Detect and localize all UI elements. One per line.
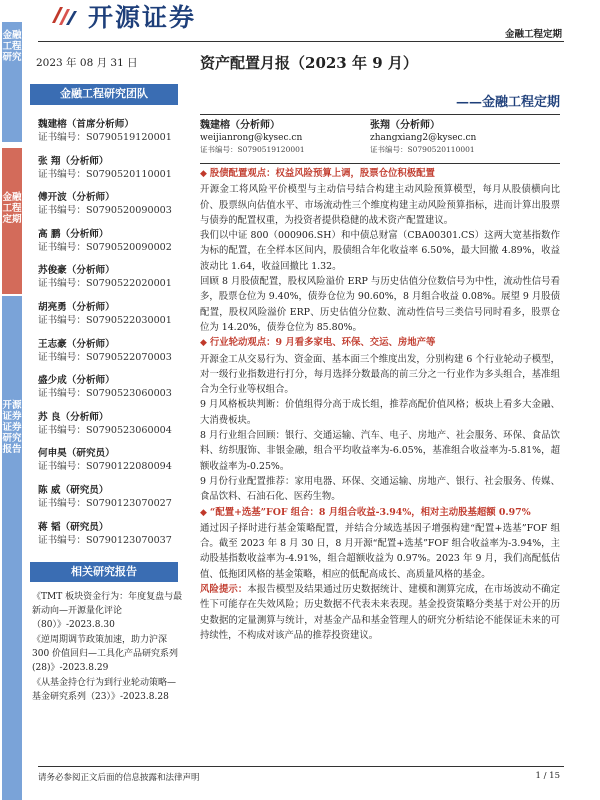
paragraph: 回顾 8 月股债配置，股权风险溢价 ERP 与历史估值分位数信号为中性，流动性信号看多，股票仓位为 9.40%，债券仓位为 90.60%，8 月组合收益 0.08%。展望 9 月股债配置，股权风险溢价 ERP、历史估值分位数、流动性信号三类信号同时看多，股票仓位为 14.20%，债券仓位为 85.80%。 xyxy=(200,276,560,333)
report-title: 资产配置月报（2023 年 9 月） xyxy=(200,54,418,72)
paragraph: 9 月风格板块判断：价值组得分高于成长组，推荐高配价值风格；板块上看多大金融、大消费板块。 xyxy=(200,399,560,426)
diamond-bullet-icon: ◆ xyxy=(200,338,207,349)
author-email[interactable]: weijianrong@kysec.cn xyxy=(200,133,303,143)
analyst-entry xyxy=(38,338,183,375)
analyst-name: 高 鹏（分析师） xyxy=(38,228,109,240)
analyst-cert: 证书编号：S0790523060004 xyxy=(38,424,172,436)
analyst-name: 何申昊（研究员） xyxy=(38,448,115,460)
footer-disclaimer: 请务必参阅正文后面的信息披露和法律声明 xyxy=(38,773,200,783)
analyst-name: 陈 威（研究员） xyxy=(38,484,109,496)
brand-logo xyxy=(48,2,196,30)
authors-top-divider xyxy=(200,114,560,115)
analyst-entry xyxy=(38,374,183,411)
analyst-entry xyxy=(38,447,183,484)
paragraph: 开源金工将风险平价模型与主动信号结合构建主动风险预算模型，每月从股债横向比价、股票纵向估值水平、市场流动性三个维度构建主动风险预算指标，进而计算出股票与债券的配置权重，为投资者提供稳健的战术资产配置建议。 xyxy=(200,184,560,226)
diamond-bullet-icon: ◆ xyxy=(200,169,207,179)
section-heading-text: “配置+选基”FOF 组合：8 月组合收益-3.94%，相对主动股基超额 0.97% xyxy=(209,506,531,518)
analyst-name: 蒋 韬（研究员） xyxy=(38,521,109,533)
paragraph: 8 月行业组合回顾：银行、交通运输、汽车、电子、房地产、社会服务、环保、食品饮料、纺织服饰、非银金融，组合平均收益率为-6.05%，基准组合收益率为-5.81%，超额收益率为-0.25%。 xyxy=(200,430,560,472)
section-heading xyxy=(200,166,560,182)
report-body xyxy=(200,166,560,643)
analyst-list xyxy=(38,118,183,557)
section-heading xyxy=(200,505,560,521)
report-date: 2023 年 08 月 31 日 xyxy=(36,57,138,69)
related-report-link[interactable]: 《逆周期调节政策加速，助力沪深 300 价值回归—工具化产品研究系列(28)》-2023.8.29 xyxy=(32,635,179,673)
analyst-cert: 证书编号：S0790522030001 xyxy=(38,314,172,326)
author-cert: 证书编号：S0790520110001 xyxy=(370,145,475,154)
analyst-entry xyxy=(38,118,183,155)
author-card xyxy=(200,120,305,156)
paragraph: 9 月份行业配置推荐：家用电器、环保、交通运输、房地产、银行、社会服务、传媒、食品饮料、石油石化、医药生物。 xyxy=(200,475,560,503)
analyst-entry xyxy=(38,521,183,558)
analyst-cert: 证书编号：S0790520110001 xyxy=(38,168,172,180)
strip-label-research: 金融工程研究 xyxy=(2,22,22,142)
paragraph: 我们以中证 800（000906.SH）和中债总财富（CBA00301.CS）这两大宽基指数作为标的配置，在全样本区间内，股债组合年化收益率 6.50%，最大回撤 4.89%，收益波动比 1.64，收益回撤比 1.32。 xyxy=(200,230,560,272)
author-email[interactable]: zhangxiang2@kysec.cn xyxy=(370,133,477,143)
related-heading: 相关研究报告 xyxy=(30,562,178,582)
brand-name: 开源证券 xyxy=(88,3,197,32)
header-section-label: 金融工程定期 xyxy=(504,29,562,40)
analyst-cert: 证书编号：S0790522070003 xyxy=(38,351,172,363)
analyst-name: 胡亮勇（分析师） xyxy=(38,301,115,313)
section-heading-text: 行业轮动观点：9 月看多家电、环保、交运、房地产等 xyxy=(209,337,436,349)
analyst-name: 盛少成（分析师） xyxy=(38,375,115,387)
paragraph: 通过因子择时进行基金策略配置，并结合分域选基因子增强构建“配置+选基”FOF 组合。截至 2023 年 8 月 30 日，8 月开源“配置+选基”FOF 组合收益率为-3.94%，主动股基指数收益率为-4.91%，组合超额收益为 0.97%。2023 年 9 月，我们高配低估值、低拖团风格的基金策略，相应的低配高成长、高质量风格的基金。 xyxy=(200,522,560,580)
analyst-name: 魏建榕（首席分析师） xyxy=(38,119,134,130)
analyst-name: 傅开波（分析师） xyxy=(38,192,115,204)
footer-divider xyxy=(38,766,564,767)
diamond-bullet-icon: ◆ xyxy=(200,507,207,518)
related-report-link[interactable]: 《从基金持仓行为到行业轮动策略—基金研究系列（23）》-2023.8.28 xyxy=(32,678,177,702)
analyst-name: 张 翔（分析师） xyxy=(38,155,109,167)
author-cert: 证书编号：S0790519120001 xyxy=(200,145,305,154)
analyst-name: 苏 良（分析师） xyxy=(38,411,109,423)
side-strip xyxy=(0,0,24,800)
analyst-cert: 证书编号：S0790122080094 xyxy=(38,461,172,473)
authors-bottom-divider xyxy=(200,163,560,164)
related-list xyxy=(32,590,184,705)
analyst-entry xyxy=(38,228,183,265)
analyst-entry xyxy=(38,411,183,448)
analyst-cert: 证书编号：S0790522020001 xyxy=(38,278,172,290)
risk-warning-label: 风险提示： xyxy=(200,584,248,596)
analyst-cert: 证书编号：S0790520090003 xyxy=(38,205,172,217)
risk-warning-text: 本报告模型及结果通过历史数据统计、建模和测算完成，在市场波动不确定性下可能存在失效风险；历史数据不代表未来表现。基金投资策略分类基于对公开的历史数据的定量测算与统计，对基金产品和基金管理人的研究分析结论不能保证未来的可持续性，不构成对该产品的推荐投资建议。 xyxy=(200,584,560,641)
analyst-cert: 证书编号：S0790123070027 xyxy=(38,497,172,509)
logo-mark-icon xyxy=(48,3,82,29)
strip-label-periodic: 金融工程定期 xyxy=(2,148,22,294)
analyst-entry xyxy=(38,155,183,192)
author-card xyxy=(370,120,476,156)
author-name: 魏建榕（分析师） xyxy=(200,120,280,131)
section-heading-text: 股债配置观点：权益风险预算上调，股票仓位积极配置 xyxy=(209,168,435,179)
analyst-cert: 证书编号：S0790523060003 xyxy=(38,388,172,400)
header-divider xyxy=(38,41,564,42)
team-heading: 金融工程研究团队 xyxy=(30,84,178,104)
team-divider xyxy=(30,104,178,105)
page-number: 1 / 15 xyxy=(535,771,560,781)
analyst-entry xyxy=(38,264,183,301)
report-subtitle: ——金融工程定期 xyxy=(455,95,560,110)
analyst-cert: 证书编号：S0790519120001 xyxy=(38,132,172,143)
author-name: 张翔（分析师） xyxy=(370,120,440,131)
analyst-entry xyxy=(38,484,183,521)
strip-label-brand: 开源证券 证券研究报告 xyxy=(2,296,22,800)
analyst-name: 王志豪（分析师） xyxy=(38,338,115,350)
analyst-name: 苏俊豪（分析师） xyxy=(38,265,115,277)
related-report-link[interactable]: 《TMT 板块资金行为：年度复盘与最新动向—开源量化评论（80）》-2023.8.30 xyxy=(32,592,183,630)
section-heading xyxy=(200,335,560,351)
analyst-entry xyxy=(38,191,183,228)
analyst-cert: 证书编号：S0790123070037 xyxy=(38,534,172,546)
paragraph: 开源金工从交易行为、资金面、基本面三个维度出发，分别构建 6 个行业轮动子模型，对一级行业指数进行打分，每月选择分数最高的前三分之一行业作为多头组合，基准组合为全行业等权组合。 xyxy=(200,353,560,396)
risk-warning xyxy=(200,582,560,643)
analyst-entry xyxy=(38,301,183,338)
analyst-cert: 证书编号：S0790520090002 xyxy=(38,241,172,253)
